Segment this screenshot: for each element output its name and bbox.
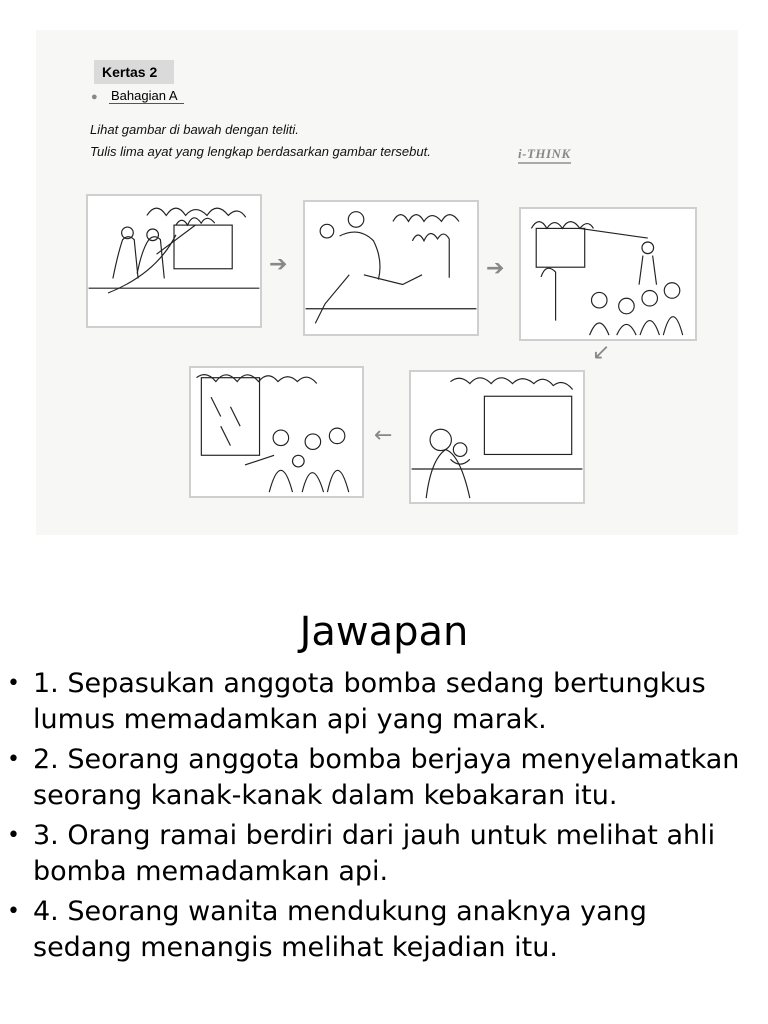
firefighters-hose-illustration xyxy=(88,196,260,326)
crowd-watching-illustration xyxy=(521,209,695,339)
arrow-left-icon: ← xyxy=(374,423,393,448)
answer-title: Jawapan xyxy=(299,609,469,655)
worksheet-scan xyxy=(36,30,738,535)
bullet-dots-icon: ● xyxy=(91,91,98,103)
answer-text: 1. Sepasukan anggota bomba sedang bertungkus lumus memadamkan api yang marak. xyxy=(33,668,706,735)
paper-label: Kertas 2 xyxy=(94,60,174,84)
arrow-right-icon: ➔ xyxy=(486,256,505,281)
bullet-icon: • xyxy=(7,823,20,848)
picture-panel-5 xyxy=(189,366,364,498)
picture-panel-1 xyxy=(86,194,262,328)
answer-item-1 xyxy=(0,666,768,737)
crying-family-illustration xyxy=(191,368,362,496)
bullet-icon: • xyxy=(7,671,20,696)
answer-item-2 xyxy=(0,742,768,813)
answer-text: 2. Seorang anggota bomba berjaya menyelamatkan seorang kanak-kanak dalam kebakaran itu. xyxy=(33,744,740,811)
arrow-right-icon: ➔ xyxy=(269,252,288,277)
firefighter-rescue-illustration xyxy=(305,202,477,334)
arrow-down-left-icon: ↙ xyxy=(592,340,611,365)
picture-panel-3 xyxy=(519,207,697,341)
ithink-badge: i-THINK xyxy=(518,146,571,164)
bullet-icon: • xyxy=(7,747,20,772)
section-label-text: Bahagian A xyxy=(109,88,184,104)
picture-panel-4 xyxy=(409,370,585,504)
instruction-2: Tulis lima ayat yang lengkap berdasarkan gambar tersebut. xyxy=(90,144,431,159)
bullet-icon: • xyxy=(7,899,20,924)
picture-panel-2 xyxy=(303,200,479,336)
answer-item-3 xyxy=(0,818,768,889)
answer-item-4 xyxy=(0,894,768,965)
section-label xyxy=(91,85,205,107)
mother-child-illustration xyxy=(411,372,583,502)
answer-text: 4. Seorang wanita mendukung anaknya yang sedang menangis melihat kejadian itu. xyxy=(33,896,647,963)
instruction-1: Lihat gambar di bawah dengan teliti. xyxy=(90,122,299,137)
answer-list xyxy=(0,666,768,970)
answer-text: 3. Orang ramai berdiri dari jauh untuk melihat ahli bomba memadamkan api. xyxy=(33,820,716,887)
